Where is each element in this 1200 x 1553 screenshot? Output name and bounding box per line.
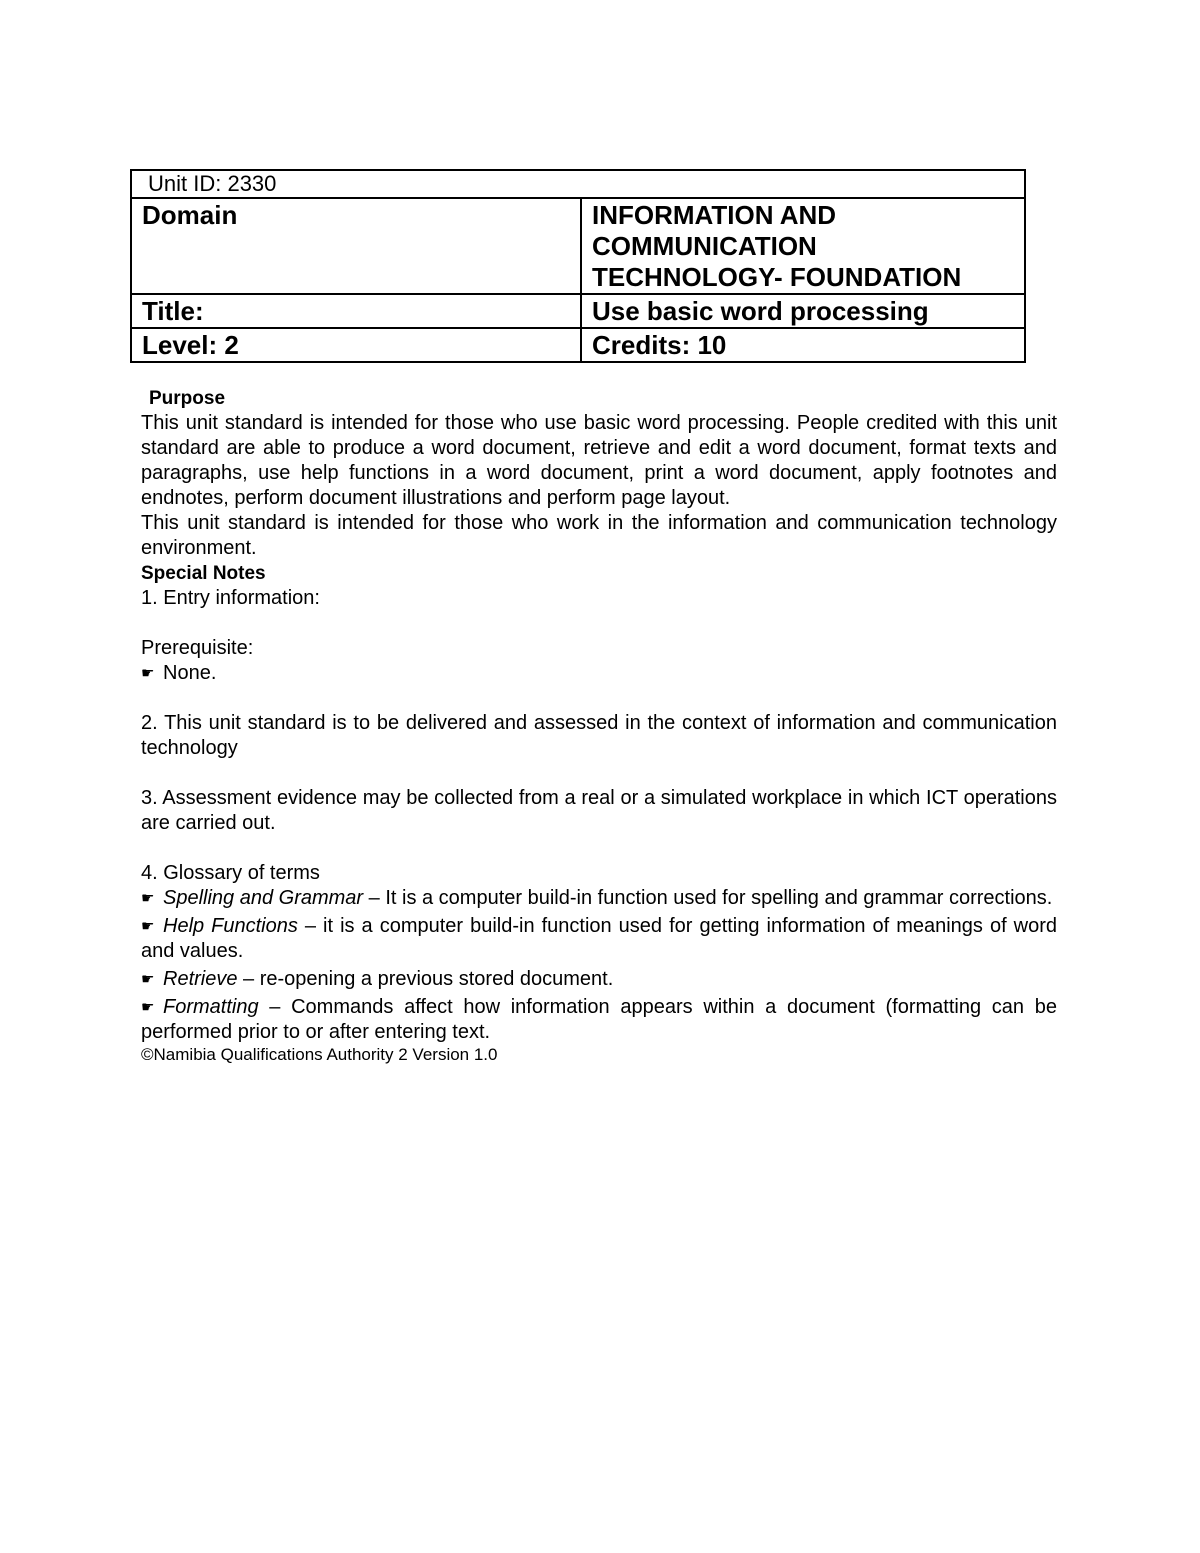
glossary-term: Help Functions (163, 915, 298, 937)
glossary-heading: 4. Glossary of terms (141, 862, 320, 884)
domain-value-line: INFORMATION AND (592, 200, 837, 230)
credits-value: Credits: 10 (581, 328, 1025, 362)
purpose-paragraph: This unit standard is intended for those who work in the information and communication technology environment. (141, 512, 1057, 559)
purpose-heading: Purpose (149, 388, 226, 409)
level-row (131, 328, 1025, 362)
pointing-hand-icon: ☛ (141, 999, 155, 1016)
glossary-definition: – it is a computer build-in function used for getting information of meanings of word and values. (141, 915, 1057, 962)
glossary-definition: – It is a computer build-in function used for spelling and grammar corrections. (363, 887, 1053, 909)
glossary-definition: – Commands affect how information appears within a document (formatting can be performed prior to or after entering text. (141, 996, 1057, 1043)
note-assessment: 3. Assessment evidence may be collected from a real or a simulated workplace in which ICT operations are carried out. (141, 787, 1057, 834)
pointing-hand-icon: ☛ (141, 918, 155, 935)
document-body (141, 386, 1057, 1065)
glossary-definition: – re-opening a previous stored document. (237, 968, 614, 990)
unit-id: Unit ID: 2330 (131, 170, 1025, 198)
prerequisite-label: Prerequisite: (141, 637, 254, 659)
copyright-footer: ©Namibia Qualifications Authority 2 Version 1.0 (141, 1045, 498, 1064)
note-context: 2. This unit standard is to be delivered and assessed in the context of information and communication technology (141, 712, 1057, 759)
title-value: Use basic word processing (581, 294, 1025, 328)
domain-row (131, 198, 1025, 294)
unit-info-table (130, 169, 1026, 363)
level-value: Level: 2 (131, 328, 581, 362)
glossary-item (141, 967, 1057, 992)
pointing-hand-icon: ☛ (141, 971, 155, 988)
entry-information: 1. Entry information: (141, 587, 320, 609)
glossary-term: Formatting (163, 996, 259, 1018)
domain-value (581, 198, 1025, 294)
domain-label: Domain (131, 198, 581, 294)
glossary-item (141, 914, 1057, 964)
domain-value-line: TECHNOLOGY- FOUNDATION (592, 262, 962, 292)
glossary-term: Retrieve (163, 968, 238, 990)
special-notes-heading: Special Notes (141, 563, 266, 584)
pointing-hand-icon: ☛ (141, 890, 155, 907)
title-label: Title: (131, 294, 581, 328)
prerequisite-item: ☛ None. (141, 662, 217, 684)
glossary-term: Spelling and Grammar (163, 887, 364, 909)
glossary-item (141, 886, 1057, 911)
unit-id-row (131, 170, 1025, 198)
glossary-item (141, 995, 1057, 1045)
title-row (131, 294, 1025, 328)
domain-value-line: COMMUNICATION (592, 231, 817, 261)
pointing-hand-icon: ☛ (141, 665, 155, 682)
purpose-paragraph: This unit standard is intended for those who use basic word processing. People credited with this unit standard are able to produce a word document, retrieve and edit a word document, format texts and paragraphs, use help functions in a word document, print a word document, apply footnotes and endnotes, perform document illustrations and perform page layout. (141, 412, 1057, 509)
